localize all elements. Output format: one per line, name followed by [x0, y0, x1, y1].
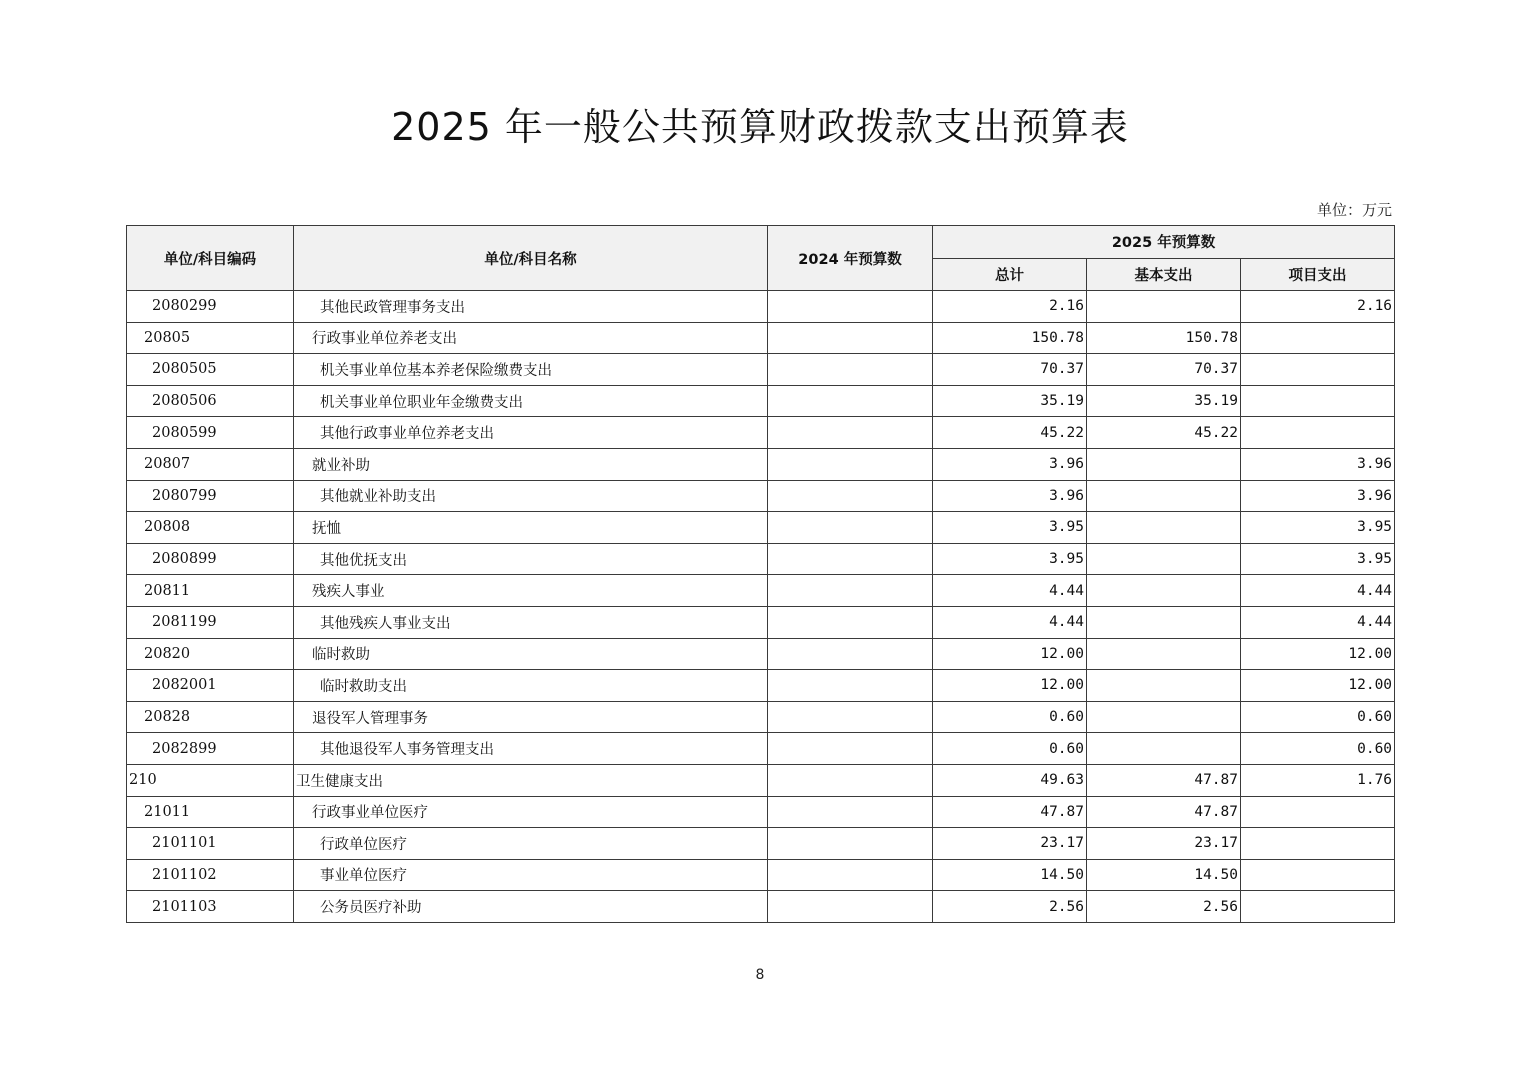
cell-name: 行政事业单位医疗 [294, 796, 768, 828]
table-row [127, 291, 1395, 323]
cell-code: 2082001 [127, 670, 294, 702]
cell-prev-year [768, 448, 933, 480]
table-row [127, 764, 1395, 796]
cell-basic: 23.17 [1087, 828, 1241, 860]
header-code: 单位/科目编码 [127, 226, 294, 291]
cell-project: 4.44 [1241, 606, 1395, 638]
cell-basic: 2.56 [1087, 891, 1241, 923]
cell-prev-year [768, 796, 933, 828]
cell-total: 3.95 [933, 512, 1087, 544]
cell-name: 行政单位医疗 [294, 828, 768, 860]
cell-name: 其他行政事业单位养老支出 [294, 417, 768, 449]
cell-name: 其他优抚支出 [294, 543, 768, 575]
table-row [127, 575, 1395, 607]
cell-code: 20805 [127, 322, 294, 354]
table-row [127, 385, 1395, 417]
cell-prev-year [768, 859, 933, 891]
cell-name: 机关事业单位职业年金缴费支出 [294, 385, 768, 417]
budget-table [126, 225, 1395, 923]
cell-total: 3.95 [933, 543, 1087, 575]
cell-name: 残疾人事业 [294, 575, 768, 607]
cell-project [1241, 891, 1395, 923]
cell-code: 2101103 [127, 891, 294, 923]
cell-project: 3.95 [1241, 543, 1395, 575]
table-row [127, 512, 1395, 544]
cell-project: 3.96 [1241, 480, 1395, 512]
cell-total: 35.19 [933, 385, 1087, 417]
cell-total: 45.22 [933, 417, 1087, 449]
cell-prev-year [768, 354, 933, 386]
cell-total: 3.96 [933, 480, 1087, 512]
header-basic: 基本支出 [1087, 258, 1241, 291]
cell-code: 2080799 [127, 480, 294, 512]
table-body [127, 291, 1395, 923]
cell-total: 2.56 [933, 891, 1087, 923]
table-row [127, 733, 1395, 765]
cell-total: 12.00 [933, 670, 1087, 702]
table-row [127, 796, 1395, 828]
cell-basic: 150.78 [1087, 322, 1241, 354]
table-row [127, 670, 1395, 702]
cell-project: 12.00 [1241, 638, 1395, 670]
cell-total: 49.63 [933, 764, 1087, 796]
cell-prev-year [768, 512, 933, 544]
cell-project [1241, 354, 1395, 386]
cell-total: 0.60 [933, 733, 1087, 765]
cell-basic: 47.87 [1087, 764, 1241, 796]
cell-basic [1087, 512, 1241, 544]
cell-prev-year [768, 828, 933, 860]
cell-code: 21011 [127, 796, 294, 828]
cell-name: 其他退役军人事务管理支出 [294, 733, 768, 765]
cell-basic: 70.37 [1087, 354, 1241, 386]
cell-project: 0.60 [1241, 733, 1395, 765]
cell-code: 2080506 [127, 385, 294, 417]
cell-prev-year [768, 291, 933, 323]
cell-prev-year [768, 701, 933, 733]
cell-basic [1087, 606, 1241, 638]
cell-code: 20820 [127, 638, 294, 670]
cell-basic [1087, 543, 1241, 575]
cell-basic: 45.22 [1087, 417, 1241, 449]
cell-basic: 35.19 [1087, 385, 1241, 417]
cell-name: 机关事业单位基本养老保险缴费支出 [294, 354, 768, 386]
unit-label: 单位：万元 [1316, 201, 1392, 219]
cell-code: 2082899 [127, 733, 294, 765]
cell-total: 70.37 [933, 354, 1087, 386]
cell-code: 2080899 [127, 543, 294, 575]
cell-basic [1087, 701, 1241, 733]
cell-project [1241, 385, 1395, 417]
header-name: 单位/科目名称 [294, 226, 768, 291]
table-row [127, 543, 1395, 575]
cell-project [1241, 859, 1395, 891]
cell-name: 事业单位医疗 [294, 859, 768, 891]
cell-total: 2.16 [933, 291, 1087, 323]
cell-basic [1087, 575, 1241, 607]
cell-basic [1087, 480, 1241, 512]
cell-project: 12.00 [1241, 670, 1395, 702]
table-row [127, 606, 1395, 638]
cell-name: 公务员医疗补助 [294, 891, 768, 923]
cell-project: 3.95 [1241, 512, 1395, 544]
cell-name: 临时救助支出 [294, 670, 768, 702]
cell-name: 抚恤 [294, 512, 768, 544]
cell-name: 其他民政管理事务支出 [294, 291, 768, 323]
cell-name: 卫生健康支出 [294, 764, 768, 796]
cell-code: 2081199 [127, 606, 294, 638]
header-curr-year: 2025 年预算数 [933, 226, 1395, 259]
table-row [127, 701, 1395, 733]
cell-code: 20811 [127, 575, 294, 607]
table-row [127, 322, 1395, 354]
cell-name: 其他就业补助支出 [294, 480, 768, 512]
cell-project [1241, 828, 1395, 860]
cell-project: 4.44 [1241, 575, 1395, 607]
cell-total: 12.00 [933, 638, 1087, 670]
cell-project: 1.76 [1241, 764, 1395, 796]
cell-total: 4.44 [933, 606, 1087, 638]
cell-code: 20807 [127, 448, 294, 480]
cell-basic [1087, 670, 1241, 702]
header-row-1 [127, 226, 1395, 259]
cell-code: 2080599 [127, 417, 294, 449]
cell-code: 2101102 [127, 859, 294, 891]
cell-name: 就业补助 [294, 448, 768, 480]
cell-name: 退役军人管理事务 [294, 701, 768, 733]
cell-total: 23.17 [933, 828, 1087, 860]
cell-prev-year [768, 385, 933, 417]
header-project: 项目支出 [1241, 258, 1395, 291]
cell-name: 其他残疾人事业支出 [294, 606, 768, 638]
cell-project: 0.60 [1241, 701, 1395, 733]
cell-name: 行政事业单位养老支出 [294, 322, 768, 354]
cell-code: 20808 [127, 512, 294, 544]
cell-project: 3.96 [1241, 448, 1395, 480]
table-row [127, 480, 1395, 512]
table-row [127, 859, 1395, 891]
cell-basic [1087, 733, 1241, 765]
table-row [127, 638, 1395, 670]
cell-prev-year [768, 543, 933, 575]
cell-prev-year [768, 891, 933, 923]
cell-project: 2.16 [1241, 291, 1395, 323]
cell-code: 210 [127, 764, 294, 796]
cell-code: 20828 [127, 701, 294, 733]
header-prev-year: 2024 年预算数 [768, 226, 933, 291]
cell-project [1241, 322, 1395, 354]
table-header [127, 226, 1395, 291]
cell-basic [1087, 291, 1241, 323]
cell-prev-year [768, 733, 933, 765]
cell-total: 47.87 [933, 796, 1087, 828]
cell-name: 临时救助 [294, 638, 768, 670]
cell-total: 3.96 [933, 448, 1087, 480]
cell-basic: 47.87 [1087, 796, 1241, 828]
cell-project [1241, 417, 1395, 449]
cell-basic: 14.50 [1087, 859, 1241, 891]
cell-prev-year [768, 638, 933, 670]
cell-total: 14.50 [933, 859, 1087, 891]
cell-project [1241, 796, 1395, 828]
table-row [127, 891, 1395, 923]
cell-prev-year [768, 417, 933, 449]
cell-total: 0.60 [933, 701, 1087, 733]
cell-prev-year [768, 575, 933, 607]
cell-prev-year [768, 764, 933, 796]
table-row [127, 417, 1395, 449]
cell-basic [1087, 448, 1241, 480]
cell-code: 2080505 [127, 354, 294, 386]
cell-basic [1087, 638, 1241, 670]
header-total: 总计 [933, 258, 1087, 291]
cell-prev-year [768, 322, 933, 354]
page-number: 8 [755, 967, 765, 983]
cell-prev-year [768, 480, 933, 512]
cell-prev-year [768, 606, 933, 638]
cell-code: 2101101 [127, 828, 294, 860]
cell-code: 2080299 [127, 291, 294, 323]
table-row [127, 828, 1395, 860]
table-row [127, 448, 1395, 480]
cell-total: 4.44 [933, 575, 1087, 607]
cell-total: 150.78 [933, 322, 1087, 354]
table-row [127, 354, 1395, 386]
page-title: 2025 年一般公共预算财政拨款支出预算表 [391, 105, 1129, 149]
cell-prev-year [768, 670, 933, 702]
